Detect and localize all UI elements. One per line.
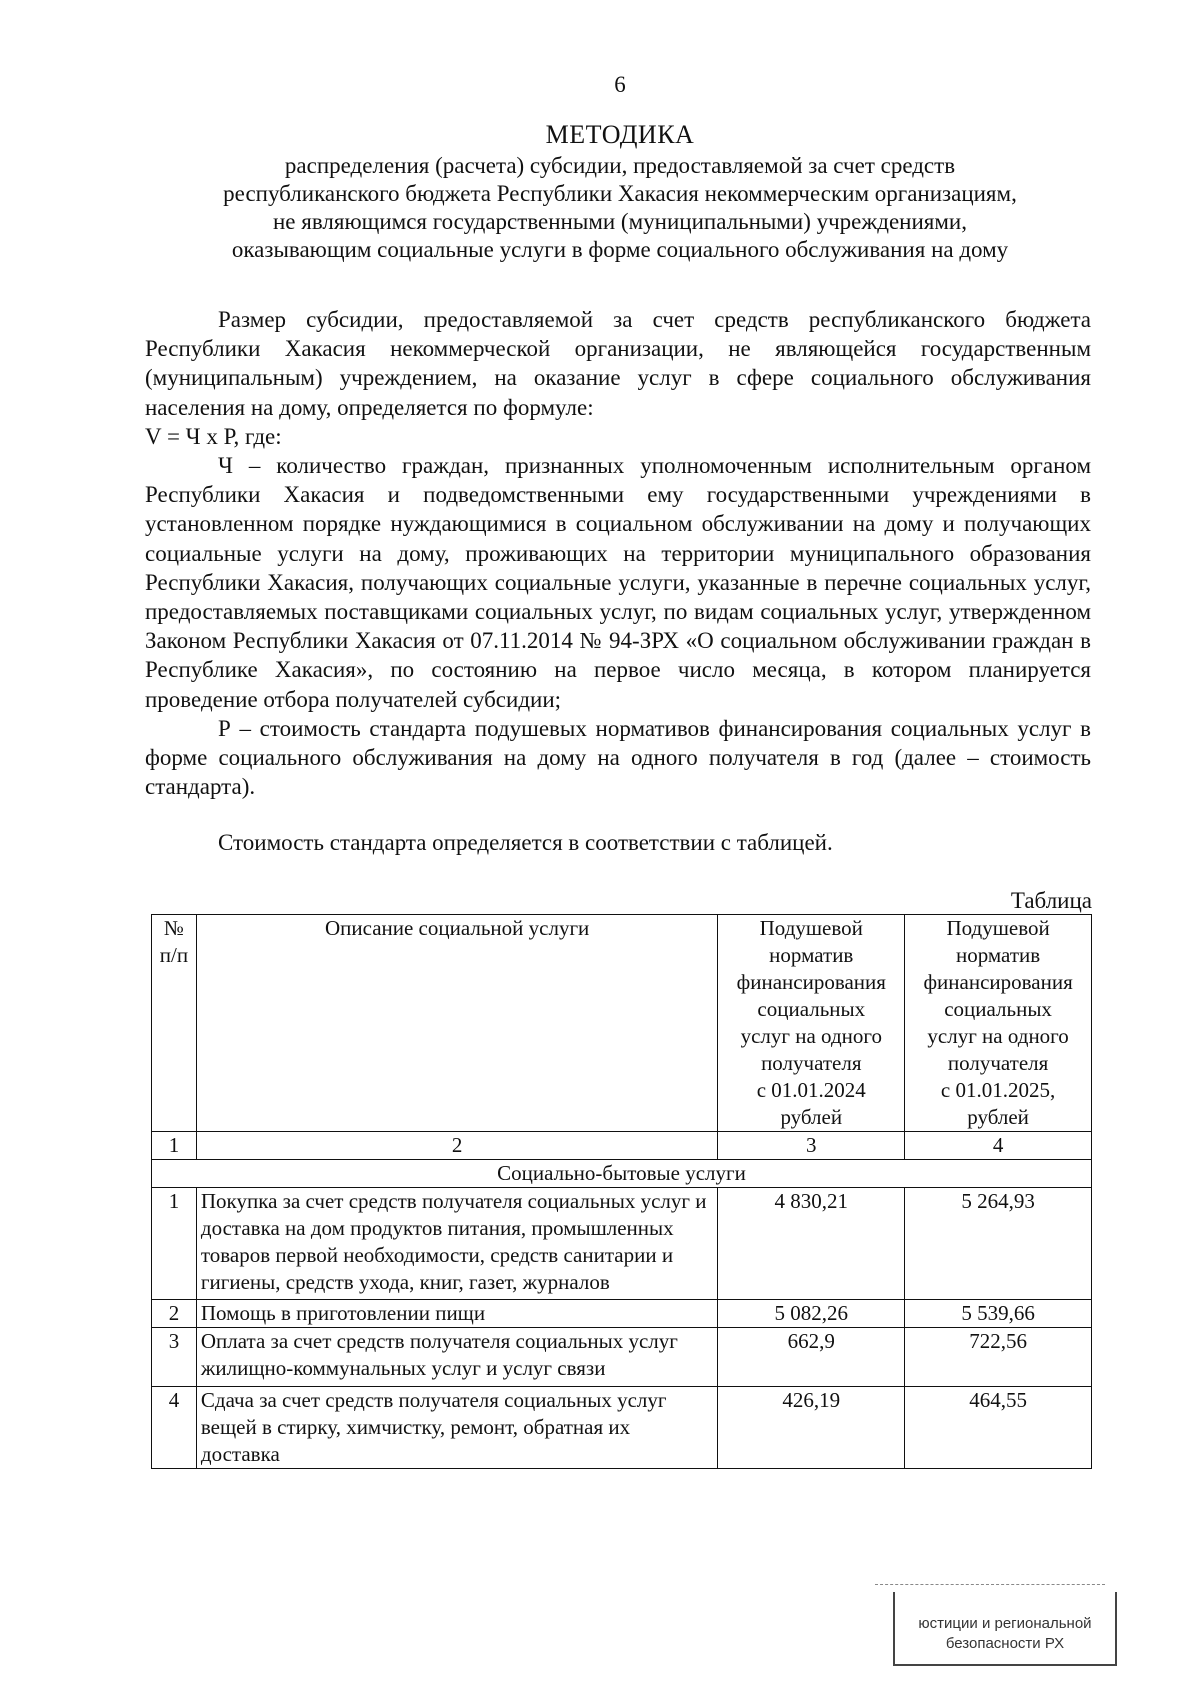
row-value-2024: 662,9 [718,1328,905,1387]
table-row [152,1300,1092,1328]
table-row [152,1188,1092,1300]
row-description: Сдача за счет средств получателя социальных услуг вещей в стирку, химчистку, ремонт, обратная их доставка [196,1387,717,1469]
stamp-line: юстиции и региональной [918,1615,1092,1632]
table-header-row [152,915,1092,1132]
row-value-2025: 464,55 [905,1387,1092,1469]
formula: V = Ч х Р, где: [145,423,282,449]
row-value-2024: 4 830,21 [718,1188,905,1300]
table-row [152,1387,1092,1469]
body-text-formula [145,305,1091,801]
ch-definition-paragraph: Ч – количество граждан, признанных уполномоченным исполнительным органом Республики Хакасия и подведомственными ему государственными учреждениями в установленном порядке нуждающимися в социальном обслуживании на дому и получающих социальные услуги на дому, проживающих на территории муниципального образования Республики Хакасия, получающих социальные услуги, указанные в перечне социальных услуг, предоставляемых поставщиками социальных услуг, по видам социальных услуг, утвержденном Законом Республики Хакасия от 07.11.2014 № 94-ЗРХ «О социальном обслуживании граждан в Республике Хакасия», по состоянию на первое число месяца, в котором планируется проведение отбора получателей субсидии; [145,453,1091,712]
table-intro-paragraph: Стоимость стандарта определяется в соответствии с таблицей. [218,830,833,855]
column-number: 1 [152,1132,197,1160]
document-title: МЕТОДИКА [545,120,695,149]
row-num: 1 [152,1188,197,1300]
registration-stamp [893,1592,1117,1666]
section-title: Социально-бытовые услуги [152,1160,1092,1188]
header-description: Описание социальной услуги [196,915,717,1132]
row-value-2025: 5 264,93 [905,1188,1092,1300]
section-row [152,1160,1092,1188]
column-number-row [152,1132,1092,1160]
row-value-2025: 5 539,66 [905,1300,1092,1328]
body-text-table-intro [145,828,1091,857]
row-description: Помощь в приготовлении пищи [196,1300,717,1328]
p-definition-paragraph: Р – стоимость стандарта подушевых нормативов финансирования социальных услуг в форме социального обслуживания на дому на одного получателя в год (далее – стоимость стандарта). [145,715,1091,800]
stamp-faded-line [895,1602,1115,1614]
row-value-2024: 5 082,26 [718,1300,905,1328]
row-num: 3 [152,1328,197,1387]
row-num: 4 [152,1387,197,1469]
header-num: № п/п [152,915,197,1132]
document-subtitle [150,152,1090,264]
table-caption: Таблица [1010,888,1092,913]
column-number: 4 [905,1132,1092,1160]
row-value-2025: 722,56 [905,1328,1092,1387]
row-value-2024: 426,19 [718,1387,905,1469]
row-description: Покупка за счет средств получателя социальных услуг и доставка на дом продуктов питания, промышленных товаров первой необходимости, средств санитарии и гигиены, средств ухода, книг, газет, журналов [196,1188,717,1300]
header-norm-2025: Подушевой норматив финансирования социальных услуг на одного получателя с 01.01.2025, рублей [905,915,1092,1132]
subtitle-line: республиканского бюджета Республики Хакасия некоммерческим организациям, [223,181,1017,206]
column-number: 2 [196,1132,717,1160]
standard-cost-table [151,914,1092,1469]
header-norm-2024: Подушевой норматив финансирования социальных услуг на одного получателя с 01.01.2024 рублей [718,915,905,1132]
subtitle-line: не являющимся государственными (муниципальными) учреждениями, [273,209,967,234]
stamp-dashed-line [875,1584,1105,1585]
subtitle-line: оказывающим социальные услуги в форме социального обслуживания на дому [231,237,1009,262]
table-row [152,1328,1092,1387]
row-description: Оплата за счет средств получателя социальных услуг жилищно-коммунальных услуг и услуг связи [196,1328,717,1387]
column-number: 3 [718,1132,905,1160]
page-number: 6 [614,72,626,97]
row-num: 2 [152,1300,197,1328]
intro-paragraph: Размер субсидии, предоставляемой за счет средств республиканского бюджета Республики Хакасия некоммерческой организации, не являющейся государственным (муниципальным) учреждением, на оказание услуг в сфере социального обслуживания населения на дому, определяется по формуле: [145,307,1091,420]
stamp-line: безопасности РХ [945,1635,1065,1652]
subtitle-line: распределения (расчета) субсидии, предоставляемой за счет средств [284,153,956,178]
